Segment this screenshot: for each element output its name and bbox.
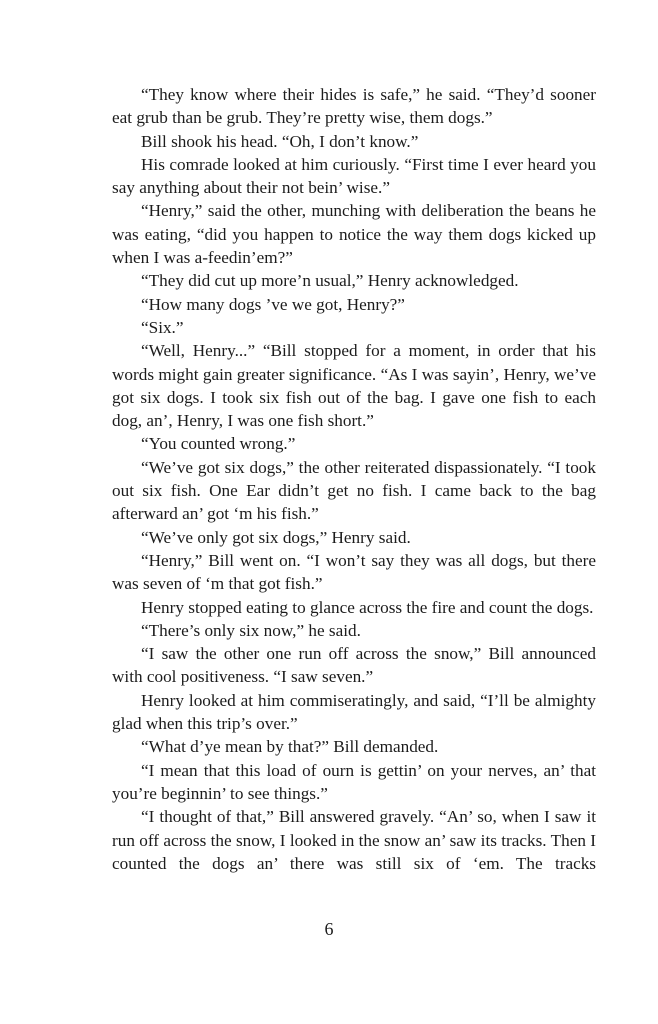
paragraph: “You counted wrong.” <box>141 434 296 454</box>
body-text <box>112 83 596 875</box>
paragraph: Henry looked at him commiseratingly, and said, “I’ll be almighty glad when this trip’s over.” <box>112 690 596 734</box>
paragraph: Henry stopped eating to glance across the fire and count the dogs. <box>141 597 594 617</box>
paragraph: “They did cut up more’n usual,” Henry acknowledged. <box>141 271 519 291</box>
paragraph: His comrade looked at him curiously. “First time I ever heard you say anything about their not bein’ wise.” <box>112 154 596 198</box>
paragraph: “Well, Henry...” “Bill stopped for a moment, in order that his words might gain greater significance. “As I was sayin’, Henry, we’ve got six dogs. I took six fish out of the bag. I gave one fish to each dog, an’, Henry, I was one fish short.” <box>112 341 596 431</box>
paragraph-continued: “I thought of that,” Bill answered gravely. “An’ so, when I saw it run off across the snow, I looked in the snow an’ saw its tracks. Then I counted the dogs an’ there was still six of ‘em. The tracks <box>112 807 596 873</box>
paragraph: “We’ve got six dogs,” the other reiterated dispassionately. “I took out six fish. One Ear didn’t get no fish. I came back to the bag afterward an’ got ‘m his fish.” <box>112 457 596 524</box>
paragraph: “I mean that this load of ourn is gettin’ on your nerves, an’ that you’re beginnin’ to see things.” <box>112 760 596 803</box>
paragraph: “Henry,” said the other, munching with deliberation the beans he was eating, “did you happen to notice the way them dogs kicked up when I was a-feedin’em?” <box>112 201 596 268</box>
paragraph: “I saw the other one run off across the snow,” Bill announced with cool positiveness. “I saw seven.” <box>112 644 596 687</box>
paragraph: Bill shook his head. “Oh, I don’t know.” <box>141 131 419 151</box>
paragraph: “We’ve only got six dogs,” Henry said. <box>141 527 411 547</box>
paragraph: “They know where their hides is safe,” he said. “They’d sooner eat grub than be grub. They’re pretty wise, them dogs.” <box>112 85 596 128</box>
page-number: 6 <box>324 919 334 939</box>
paragraph: “There’s only six now,” he said. <box>141 620 361 640</box>
paragraph: “Henry,” Bill went on. “I won’t say they was all dogs, but there was seven of ‘m that got fish.” <box>112 550 596 594</box>
paragraph: “How many dogs ’ve we got, Henry?” <box>141 294 405 314</box>
paragraph: “What d’ye mean by that?” Bill demanded. <box>141 737 439 757</box>
paragraph: “Six.” <box>141 317 184 337</box>
